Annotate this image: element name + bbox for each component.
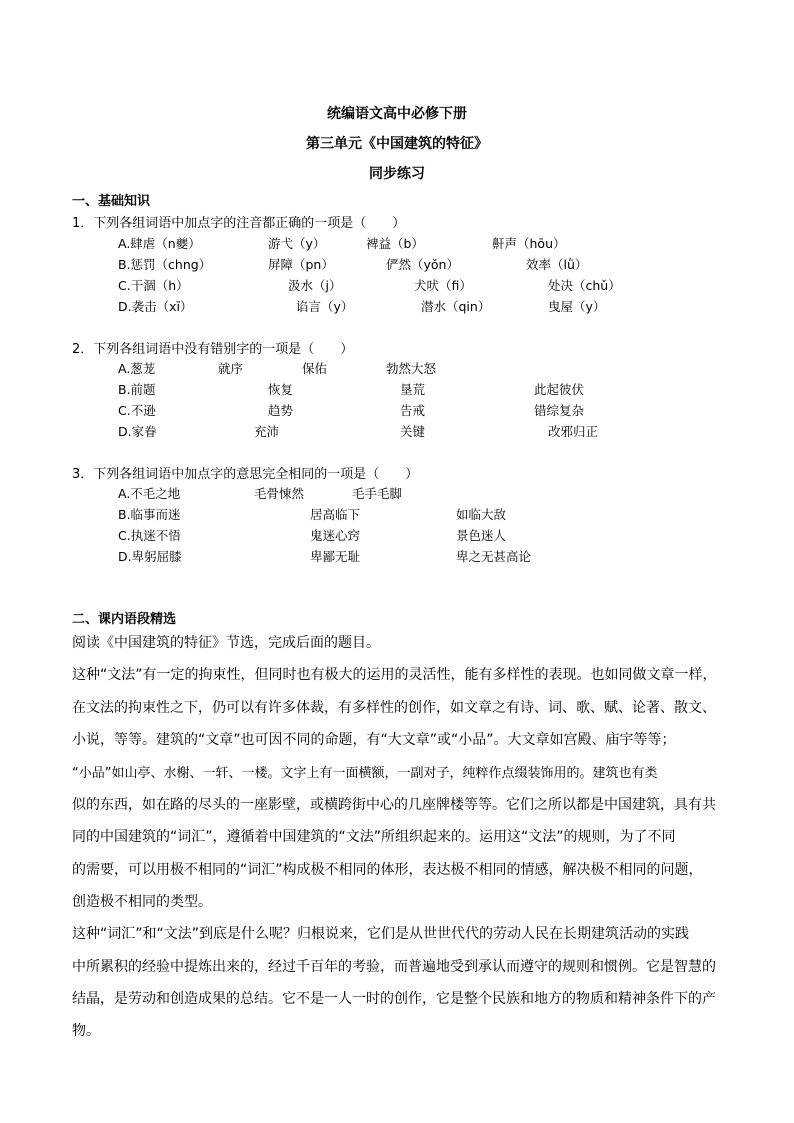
option-cell: 恢复 <box>268 382 294 397</box>
option-cell: B.前题 <box>118 382 156 397</box>
option-cell: 保佑 <box>302 361 328 376</box>
passage-line: 似的东西，如在路的尽头的一座影壁，或横跨街中心的几座牌楼等等。它们之所以都是中国建筑，具有共 <box>72 797 716 813</box>
option-cell: 鬼迷心窍 <box>310 528 361 543</box>
option-cell: 垦荒 <box>400 382 426 397</box>
option-cell: D.家眷 <box>118 424 157 439</box>
question-stem: 3．下列各组词语中加点字的意思完全相同的一项是（ ） <box>72 467 419 482</box>
option-cell: 谄言（y） <box>296 299 354 314</box>
option-cell: A.肆虐（n夔） <box>118 236 201 251</box>
option-cell: 趋势 <box>268 403 294 418</box>
exercise-title: 同步练习 <box>369 166 425 182</box>
passage-line: 这种“词汇”和“文法”到底是什么呢？归根说来，它们是从世世代代的劳动人民在长期建筑活动的实践 <box>72 926 690 942</box>
option-cell: 游弋（y） <box>268 236 326 251</box>
option-cell: 此起彼伏 <box>534 382 585 397</box>
option-cell: 处决（chǔ） <box>548 278 621 293</box>
passage-line: 这种“文法”有一定的拘束性，但同时也有极大的运用的灵活性，能有多样性的表现。也如同做文章一样， <box>72 667 717 683</box>
passage-line: 物。 <box>72 1023 100 1039</box>
passage-line: 同的中国建筑的“词汇”，遵循着中国建筑的“文法”所组织起来的。运用这“文法”的规则，为了不同 <box>72 829 676 845</box>
doc-title: 统编语文高中必修下册 <box>327 106 467 122</box>
passage-line: 结晶，是劳动和创造成果的总结。它不是一人一时的创作，它是整个民族和地方的物质和精神条件下的产 <box>72 991 716 1007</box>
option-cell: 如临大敌 <box>456 507 507 522</box>
question-stem: 2．下列各组词语中没有错别字的一项是（ ） <box>72 342 354 357</box>
option-cell: 犬吠（fi） <box>414 278 472 293</box>
option-cell: B.惩罚（chng） <box>118 257 212 272</box>
option-cell: C.执迷不悟 <box>118 528 181 543</box>
option-cell: 汲水（j） <box>288 278 342 293</box>
option-cell: 屏障（pn） <box>268 257 334 272</box>
option-cell: 就序 <box>218 361 244 376</box>
option-cell: 毛手毛脚 <box>352 486 403 501</box>
option-cell: A.不毛之地 <box>118 486 181 501</box>
passage-line: 小说，等等。建筑的“文章”也可因不同的命题，有“大文章”或“小品”。大文章如宫殿、庙宇等等； <box>72 732 676 748</box>
option-cell: 错综复杂 <box>534 403 585 418</box>
option-cell: 充沛 <box>254 424 280 439</box>
option-cell: 居高临下 <box>310 507 361 522</box>
option-cell: 俨然（yǒn） <box>386 257 459 272</box>
option-cell: 卑鄙无耻 <box>310 549 361 564</box>
question-stem: 1．下列各组词语中加点字的注音都正确的一项是（ ） <box>72 216 406 231</box>
reading-instruction: 阅读《中国建筑的特征》节选，完成后面的题目。 <box>72 635 380 651</box>
option-cell: 景色迷人 <box>456 528 507 543</box>
option-cell: 毛骨悚然 <box>254 486 305 501</box>
section-heading: 二、课内语段精选 <box>72 612 177 627</box>
passage-line: 的需要，可以用极不相同的“词汇”构成极不相同的体形，表达极不相同的情感，解决极不相同的问题， <box>72 862 703 878</box>
option-cell: D.卑躬屈膝 <box>118 549 182 564</box>
passage-line: 在文法的拘束性之下，仍可以有许多体裁，有多样性的创作，如文章之有诗、词、歌、赋、论著、散文、 <box>72 700 716 716</box>
passage-line: “小品”如山亭、水榭、一轩、一楼。文字上有一面横额，一副对子，纯粹作点缀装饰用的。建筑也有类 <box>72 766 658 781</box>
option-cell: C.不逊 <box>118 403 156 418</box>
option-cell: 关键 <box>400 424 426 439</box>
option-cell: 裨益（b） <box>366 236 424 251</box>
option-cell: A.葱茏 <box>118 361 156 376</box>
passage-line: 创造极不相同的类型。 <box>72 894 212 910</box>
option-cell: B.临事而迷 <box>118 507 181 522</box>
option-cell: 改邪归正 <box>548 424 599 439</box>
passage-line: 中所累积的经验中提炼出来的，经过千百年的考验，而普遍地受到承认而遵守的规则和惯例。它是智慧的 <box>72 959 716 975</box>
option-cell: 卑之无甚高论 <box>456 549 532 564</box>
option-cell: 潜水（qin） <box>421 299 491 314</box>
option-cell: D.袭击（xī） <box>118 299 193 314</box>
option-cell: 鼾声（hōu） <box>492 236 566 251</box>
option-cell: 勃然大怒 <box>386 361 437 376</box>
unit-title: 第三单元《中国建筑的特征》 <box>306 136 488 152</box>
option-cell: 效率（lǜ） <box>526 257 588 272</box>
option-cell: C.干涸（h） <box>118 278 189 293</box>
option-cell: 曳屋（y） <box>548 299 606 314</box>
option-cell: 告戒 <box>400 403 426 418</box>
section-heading: 一、基础知识 <box>72 194 151 209</box>
